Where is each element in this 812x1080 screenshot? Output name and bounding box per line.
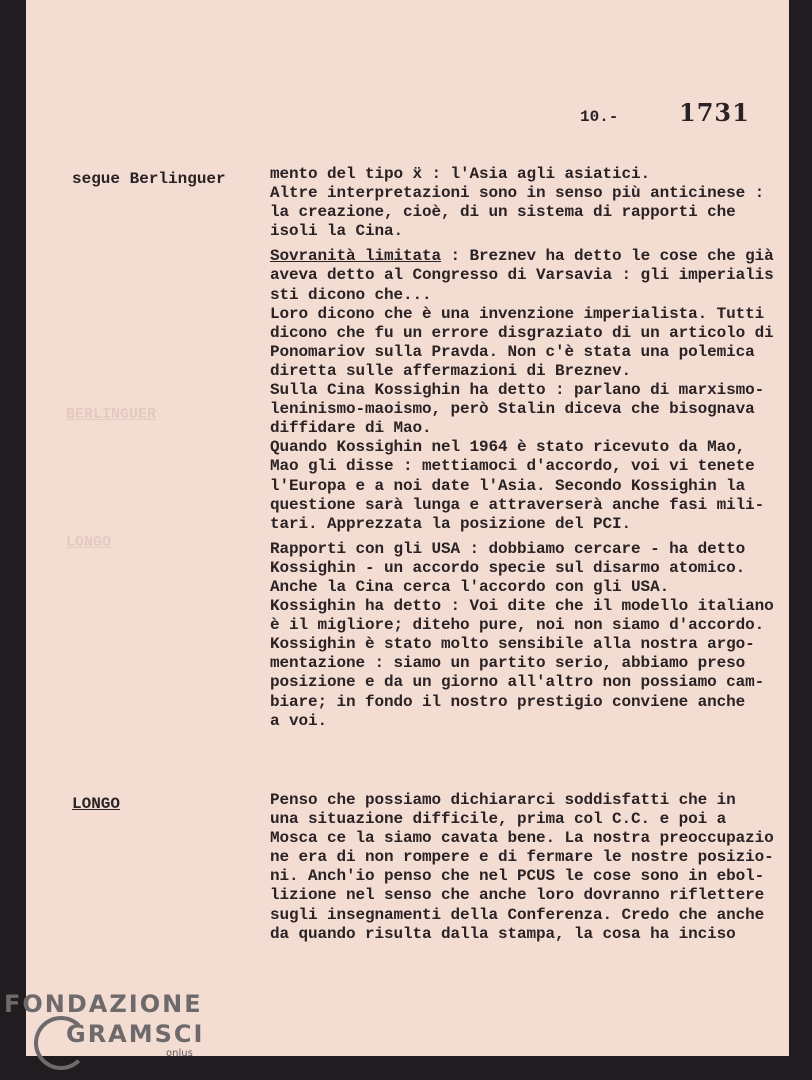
text-line: Altre interpretazioni sono in senso più anticinese : <box>270 184 765 203</box>
text-line: ni. Anch'io penso che nel PCUS le cose sono in ebol- <box>270 867 765 886</box>
text-line: Mosca ce la siamo cavata bene. La nostra preoccupazio <box>270 829 774 848</box>
text-line: lizione nel senso che anche loro dovranno riflettere <box>270 886 765 905</box>
section-heading-sovranita: Sovranità limitata <box>270 247 442 266</box>
text-line: Kossighin ha detto : Voi dite che il modello italiano <box>270 597 774 616</box>
text-line: Quando Kossighin nel 1964 è stato ricevuto da Mao, <box>270 438 746 457</box>
text-line-rest: : Breznev ha detto le cose che già <box>441 247 774 266</box>
transcript-section-berlinguer <box>270 165 780 731</box>
text-line: Mao gli disse : mettiamoci d'accordo, voi vi tenete <box>270 457 755 476</box>
text-line: l'Europa e a noi date l'Asia. Secondo Kossighin la <box>270 476 746 495</box>
text-line: Rapporti con gli USA : dobbiamo cercare - ha detto <box>270 539 746 558</box>
text-line: Ponomariov sulla Pravda. Non c'è stata una polemica <box>270 342 755 361</box>
text-line: biare; in fondo il nostro prestigio conviene anche <box>270 692 746 711</box>
text-line: Penso che possiamo dichiararci soddisfatti che in <box>270 791 736 809</box>
page-number: 10.- <box>580 108 619 126</box>
text-line: mento del tipo ẍ : l'Asia agli asiatici. <box>270 165 651 183</box>
archive-stamp-number: 1731 <box>679 98 750 127</box>
text-line <box>270 247 780 266</box>
text-line: Anche la Cina cerca l'accordo con gli USA. <box>270 577 670 596</box>
text-line: è il migliore; diteho pure, noi non siamo d'accordo. <box>270 616 765 635</box>
bleed-through-label: LONGO <box>66 534 112 551</box>
text-line: diretta sulle affermazioni di Breznev. <box>270 361 632 380</box>
text-line: Sulla Cina Kossighin ha detto : parlano di marxismo- <box>270 381 765 400</box>
logo-line-1: FONDAZIONE <box>4 990 203 1018</box>
text-line: a voi. <box>270 711 328 730</box>
text-line: Kossighin - un accordo specie sul disarmo atomico. <box>270 558 746 577</box>
bleed-through-label: BERLINGUER <box>66 406 157 423</box>
text-line: leninismo-maoismo, però Stalin diceva che bisognava <box>270 400 755 419</box>
logo-tag: onlus <box>166 1048 193 1059</box>
text-line: la creazione, cioè, di un sistema di rapporti che <box>270 203 736 222</box>
text-line: Loro dicono che è una invenzione imperialista. Tutti <box>270 304 765 323</box>
text-line: sti dicono che... <box>270 285 432 304</box>
text-line: aveva detto al Congresso di Varsavia : gli imperialis <box>270 266 774 285</box>
text-line: una situazione difficile, prima col C.C. e poi a <box>270 810 727 829</box>
text-line: mentazione : siamo un partito serio, abbiamo preso <box>270 654 746 673</box>
text-line: posizione e da un giorno all'altro non possiamo cam- <box>270 673 765 692</box>
text-line: questione sarà lunga e attraverserà anche fasi mili- <box>270 495 765 514</box>
text-line: ne era di non rompere e di fermare le nostre posizio- <box>270 848 774 867</box>
document-page <box>26 0 789 1056</box>
text-line: dicono che fu un errore disgraziato di un articolo di <box>270 323 774 342</box>
speaker-label-berlinguer: segue Berlinguer <box>72 170 226 188</box>
speaker-label-longo: LONGO <box>72 795 121 813</box>
text-line: diffidare di Mao. <box>270 419 432 438</box>
transcript-section-longo <box>270 791 780 944</box>
text-line: tari. Apprezzata la posizione del PCI. <box>270 514 632 533</box>
text-line: isoli la Cina. <box>270 222 404 241</box>
logo-line-2: GRAMSCI <box>66 1020 205 1048</box>
text-line: da quando risulta dalla stampa, la cosa ha inciso <box>270 924 736 943</box>
fondazione-gramsci-logo <box>4 990 204 1070</box>
text-line: sugli insegnamenti della Conferenza. Credo che anche <box>270 905 765 924</box>
text-line: Kossighin è stato molto sensibile alla nostra argo- <box>270 635 755 654</box>
